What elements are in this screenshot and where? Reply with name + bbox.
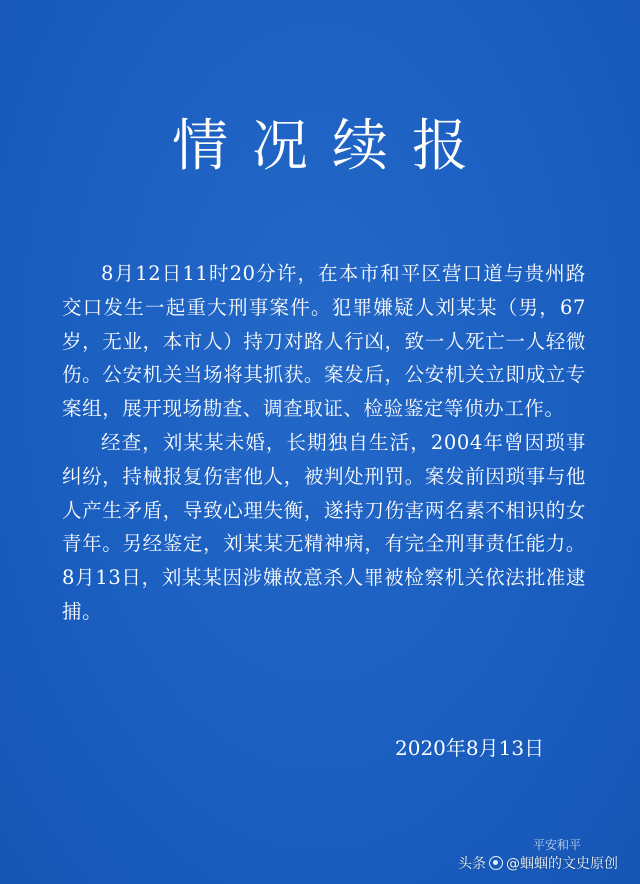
notice-paragraph: 8月12日11时20分许，在本市和平区营口道与贵州路交口发生一起重大刑事案件。犯罪嫌疑人刘某某（男，67岁，无业，本市人）持刀对路人行凶，致一人死亡一人轻微伤。公安机关当场将其抓获。案发后，公安机关立即成立专案组，展开现场勘查、调查取证、检验鉴定等侦办工作。: [62, 262, 586, 421]
notice-date: 2020年8月13日: [395, 736, 545, 760]
notice-paragraph: 经查，刘某某未婚，长期独自生活，2004年曾因琐事纠纷，持械报复伤害他人，被判处刑罚。案发前因琐事与他人产生矛盾，导致心理失衡，遂持刀伤害两名素不相识的女青年。另经鉴定，刘某某无精神病，有完全刑事责任能力。8月13日，刘某某因涉嫌故意杀人罪被检察机关依法批准逮捕。: [62, 430, 586, 623]
notice-title: 情况续报: [172, 114, 492, 179]
notice-body: [62, 257, 586, 629]
watermark-credit: [458, 852, 618, 874]
watermark-prefix: 头条: [458, 856, 486, 872]
watermark-account: 平安和平: [533, 838, 582, 852]
weibo-icon: [489, 856, 503, 870]
watermark-handle: @蝈蝈的文史原创: [506, 856, 618, 872]
